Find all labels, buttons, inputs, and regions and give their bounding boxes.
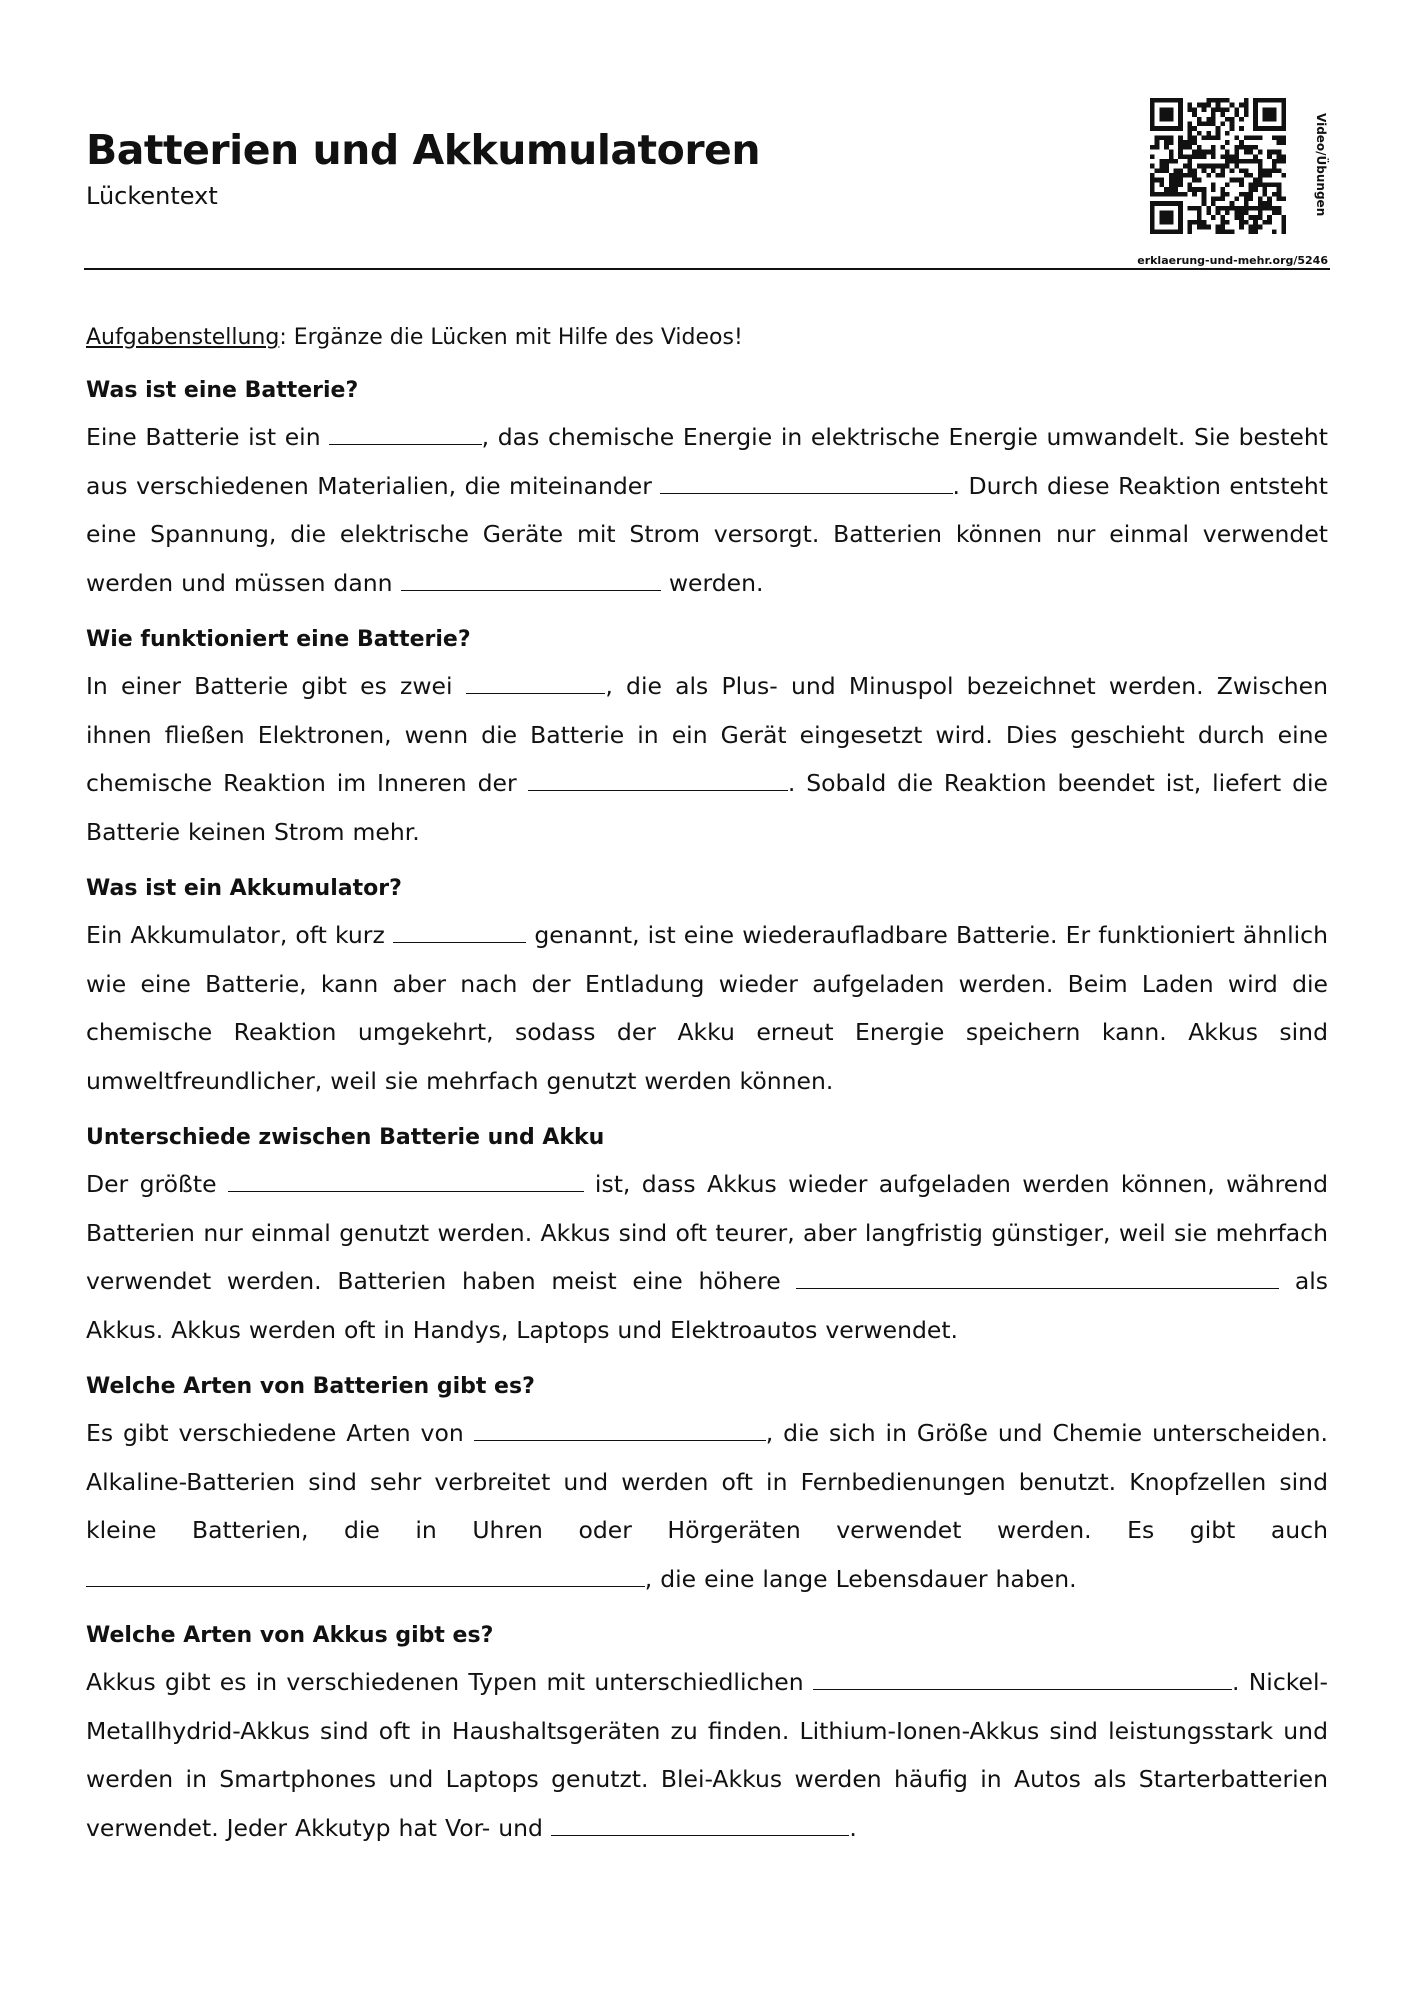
task-text: : Ergänze die Lücken mit Hilfe des Videos! — [279, 325, 743, 350]
paragraph-text: Der größte — [86, 1170, 228, 1198]
section — [86, 1365, 1328, 1603]
task-instruction — [86, 320, 1328, 356]
sections-container — [86, 369, 1328, 1852]
paragraph-text: Akkus gibt es in verschiedenen Typen mit unterschiedlichen — [86, 1668, 813, 1696]
section-heading: Unterschiede zwischen Batterie und Akku — [86, 1125, 605, 1150]
qr-side-label: Video/Übungen — [1314, 113, 1328, 217]
qr-url: erklaerung-und-mehr.org/5246 — [1137, 254, 1328, 267]
fill-in-blank[interactable] — [660, 469, 952, 494]
worksheet-content — [86, 320, 1328, 1863]
section-heading: Wie funktioniert eine Batterie? — [86, 627, 471, 652]
paragraph-text: . — [849, 1813, 857, 1842]
paragraph-text: . Durch diese Reaktion entsteht eine Spannung, die elektrische Geräte mit Strom versorgt. Batterien können nur einmal verwendet werden und müssen dann — [86, 471, 1329, 597]
page-title: Batterien und Akkumulatoren — [86, 126, 761, 174]
section-heading: Was ist eine Batterie? — [86, 378, 359, 403]
fill-in-blank[interactable] — [474, 1417, 766, 1442]
section — [86, 369, 1328, 607]
qr-code-icon — [1150, 98, 1286, 234]
paragraph-text: , das chemische Energie in elektrische Energie umwandelt. Sie besteht aus verschiedenen Materialien, die miteinander — [86, 423, 1328, 500]
fill-in-blank[interactable] — [329, 421, 481, 446]
section — [86, 1116, 1328, 1354]
fill-in-blank[interactable] — [393, 919, 526, 944]
section-heading: Welche Arten von Batterien gibt es? — [86, 1374, 535, 1399]
fill-in-blank[interactable] — [551, 1811, 849, 1836]
fill-in-blank[interactable] — [796, 1265, 1279, 1290]
paragraph-text: werden. — [660, 568, 764, 597]
fill-in-blank[interactable] — [228, 1168, 584, 1193]
paragraph-text: als Akkus. Akkus werden oft in Handys, Laptops und Elektroautos verwendet. — [86, 1267, 1328, 1344]
section-paragraph — [86, 1409, 1328, 1603]
paragraph-text: . Sobald die Reaktion beendet ist, liefert die Batterie keinen Strom mehr. — [86, 769, 1328, 846]
section-heading: Was ist ein Akkumulator? — [86, 876, 402, 901]
section — [86, 867, 1328, 1105]
paragraph-text: genannt, ist eine wiederaufladbare Batterie. Er funktioniert ähnlich wie eine Batterie, kann aber nach der Entladung wieder aufgeladen werden. Beim Laden wird die chemische Reaktion umgekehrt, sodass der Akku erneut Energie speichern kann. Akkus sind umweltfreundlicher, weil sie mehrfach genutzt werden können. — [86, 921, 1328, 1095]
task-label: Aufgabenstellung — [86, 325, 280, 350]
fill-in-blank[interactable] — [401, 566, 661, 591]
section-paragraph — [86, 1160, 1328, 1354]
paragraph-text: In einer Batterie gibt es zwei — [86, 672, 466, 700]
paragraph-text: , die eine lange Lebensdauer haben. — [644, 1564, 1077, 1593]
paragraph-text: . Nickel-Metallhydrid-Akkus sind oft in Haushaltsgeräten zu finden. Lithium-Ionen-Akkus sind leistungsstark und werden in Smartphones und Laptops genutzt. Blei-Akkus werden häufig in Autos als Starterbatterien verwendet. Jeder Akkutyp hat Vor- und — [86, 1668, 1328, 1842]
section — [86, 618, 1328, 856]
section-paragraph — [86, 413, 1328, 607]
paragraph-text: ist, dass Akkus wieder aufgeladen werden können, während Batterien nur einmal genutzt werden. Akkus sind oft teurer, aber langfristig günstiger, weil sie mehrfach verwendet werden. Batterien haben meist eine höhere — [86, 1170, 1328, 1295]
section-paragraph — [86, 662, 1328, 856]
paragraph-text: Eine Batterie ist ein — [86, 423, 330, 451]
fill-in-blank[interactable] — [86, 1562, 645, 1587]
header-divider — [84, 268, 1330, 270]
paragraph-text: Es gibt verschiedene Arten von — [86, 1419, 474, 1447]
paragraph-text: , die als Plus- und Minuspol bezeichnet werden. Zwischen ihnen fließen Elektronen, wenn die Batterie in ein Gerät eingesetzt wird. Dies geschieht durch eine chemische Reaktion im Inneren der — [86, 672, 1328, 797]
paragraph-text: , die sich in Größe und Chemie unterscheiden. Alkaline-Batterien sind sehr verbreitet und werden oft in Fernbedienungen benutzt. Knopfzellen sind kleine Batterien, die in Uhren oder Hörgeräten verwendet werden. Es gibt auch — [86, 1419, 1328, 1544]
section — [86, 1614, 1328, 1852]
section-paragraph — [86, 1658, 1328, 1852]
fill-in-blank[interactable] — [813, 1666, 1232, 1691]
paragraph-text: Ein Akkumulator, oft kurz — [86, 921, 393, 949]
page-subtitle: Lückentext — [86, 182, 218, 210]
section-heading: Welche Arten von Akkus gibt es? — [86, 1623, 494, 1648]
fill-in-blank[interactable] — [466, 670, 606, 695]
fill-in-blank[interactable] — [528, 767, 788, 792]
section-paragraph — [86, 911, 1328, 1105]
